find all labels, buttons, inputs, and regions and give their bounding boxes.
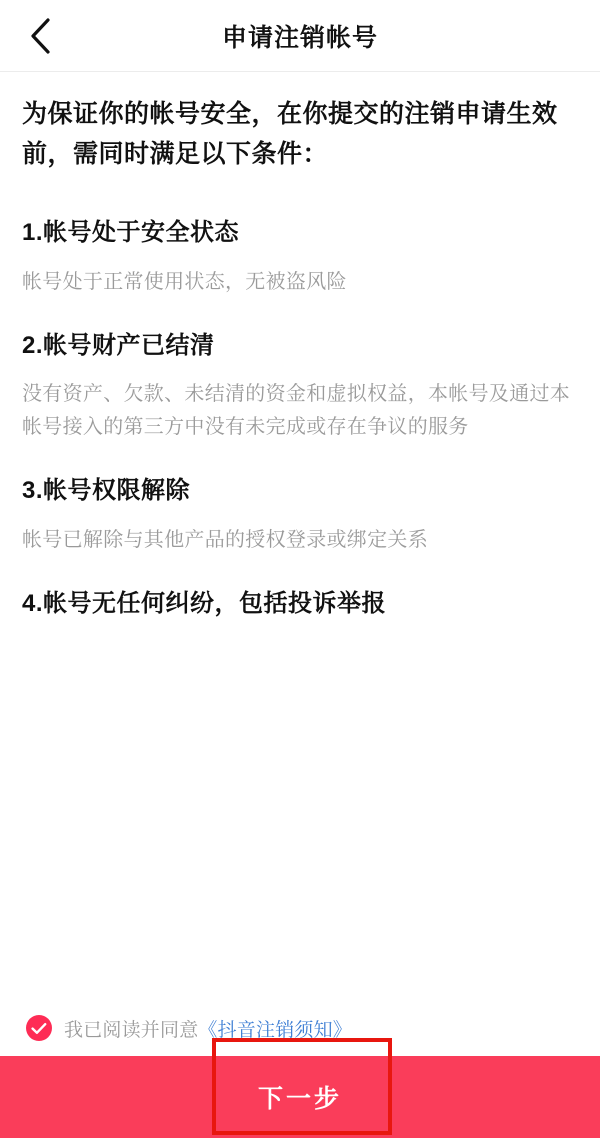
- content-area: [0, 72, 600, 620]
- condition-title: 2.帐号财产已结清: [22, 331, 215, 359]
- agreement-link[interactable]: 《抖音注销须知》: [198, 1019, 353, 1041]
- condition-item-4: [22, 587, 578, 621]
- check-circle-icon[interactable]: [26, 1015, 52, 1041]
- agreement-label: 我已阅读并同意: [64, 1019, 199, 1041]
- condition-desc: 帐号已解除与其他产品的授权登录或绑定关系: [22, 528, 428, 551]
- page-title: 申请注销帐号: [221, 23, 378, 52]
- condition-title: 3.帐号权限解除: [22, 477, 191, 505]
- footer-area: [0, 1000, 600, 1138]
- condition-title: 1.帐号处于安全状态: [22, 219, 240, 246]
- condition-item-1: [22, 216, 578, 299]
- back-button[interactable]: [18, 14, 62, 58]
- page-header: [0, 0, 600, 72]
- chevron-left-icon: [29, 18, 51, 54]
- next-button-label: 下一步: [257, 1085, 342, 1113]
- agreement-row: [0, 1000, 600, 1056]
- next-button-wrapper: [0, 1056, 600, 1138]
- condition-item-3: [22, 474, 578, 557]
- intro-text: 为保证你的帐号安全，在你提交的注销申请生效前，需同时满足以下条件：: [22, 100, 558, 168]
- condition-desc: 没有资产、欠款、未结清的资金和虚拟权益，本帐号及通过本帐号接入的第三方中没有未完成或存在争议的服务: [22, 383, 571, 439]
- next-button[interactable]: [0, 1056, 600, 1138]
- condition-item-2: [22, 329, 578, 445]
- condition-title: 4.帐号无任何纠纷，包括投诉举报: [22, 589, 387, 617]
- condition-desc: 帐号处于正常使用状态，无被盗风险: [22, 270, 347, 293]
